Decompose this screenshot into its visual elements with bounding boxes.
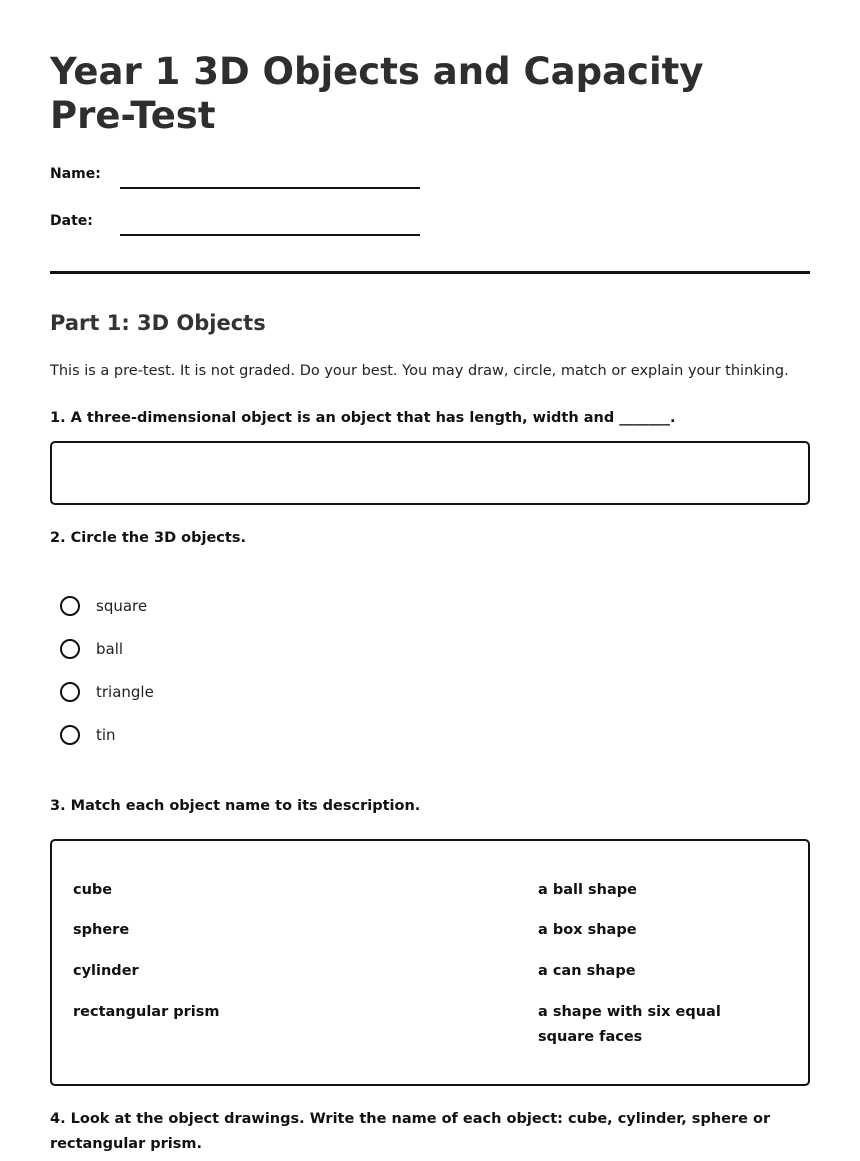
match-name-cube[interactable]: cube: [73, 882, 113, 898]
option-triangle[interactable]: [60, 680, 154, 704]
date-answer-line[interactable]: [120, 234, 420, 236]
match-description-six-faces[interactable]: a shape with six equal square faces: [538, 1004, 721, 1045]
option-label: square: [96, 597, 148, 615]
circle-choice-icon[interactable]: [60, 639, 80, 659]
match-name-rectangular-prism[interactable]: rectangular prism: [73, 1004, 220, 1020]
page-title: Year 1 3D Objects and Capacity Pre-Test: [50, 50, 704, 137]
option-label: ball: [96, 640, 124, 658]
part1-intro: This is a pre-test. It is not graded. Do your best. You may draw, circle, match or explain your thinking.: [50, 363, 789, 379]
circle-choice-icon[interactable]: [60, 682, 80, 702]
question-2: 2. Circle the 3D objects.: [50, 530, 246, 546]
question-3: 3. Match each object name to its description.: [50, 798, 421, 814]
header-divider: [50, 271, 810, 274]
date-label: Date:: [50, 213, 93, 229]
match-name-sphere[interactable]: sphere: [73, 922, 130, 938]
name-label: Name:: [50, 166, 101, 182]
option-ball[interactable]: [60, 637, 123, 661]
match-description-can[interactable]: a can shape: [538, 963, 636, 979]
matching-box: [50, 839, 810, 1086]
question-1: 1. A three-dimensional object is an object that has length, width and _______.: [50, 410, 676, 426]
option-tin[interactable]: [60, 723, 116, 747]
circle-choice-icon[interactable]: [60, 725, 80, 745]
question-4: 4. Look at the object drawings. Write the name of each object: cube, cylinder, sphere or rectangular prism.: [50, 1111, 771, 1152]
question-1-answer-box[interactable]: [50, 441, 810, 505]
option-label: tin: [96, 726, 116, 744]
option-square[interactable]: [60, 594, 147, 618]
option-label: triangle: [96, 683, 154, 701]
match-description-ball[interactable]: a ball shape: [538, 882, 637, 898]
match-name-cylinder[interactable]: cylinder: [73, 963, 139, 979]
name-answer-line[interactable]: [120, 187, 420, 189]
circle-choice-icon[interactable]: [60, 596, 80, 616]
match-description-box[interactable]: a box shape: [538, 922, 637, 938]
part1-title: Part 1: 3D Objects: [50, 311, 266, 335]
